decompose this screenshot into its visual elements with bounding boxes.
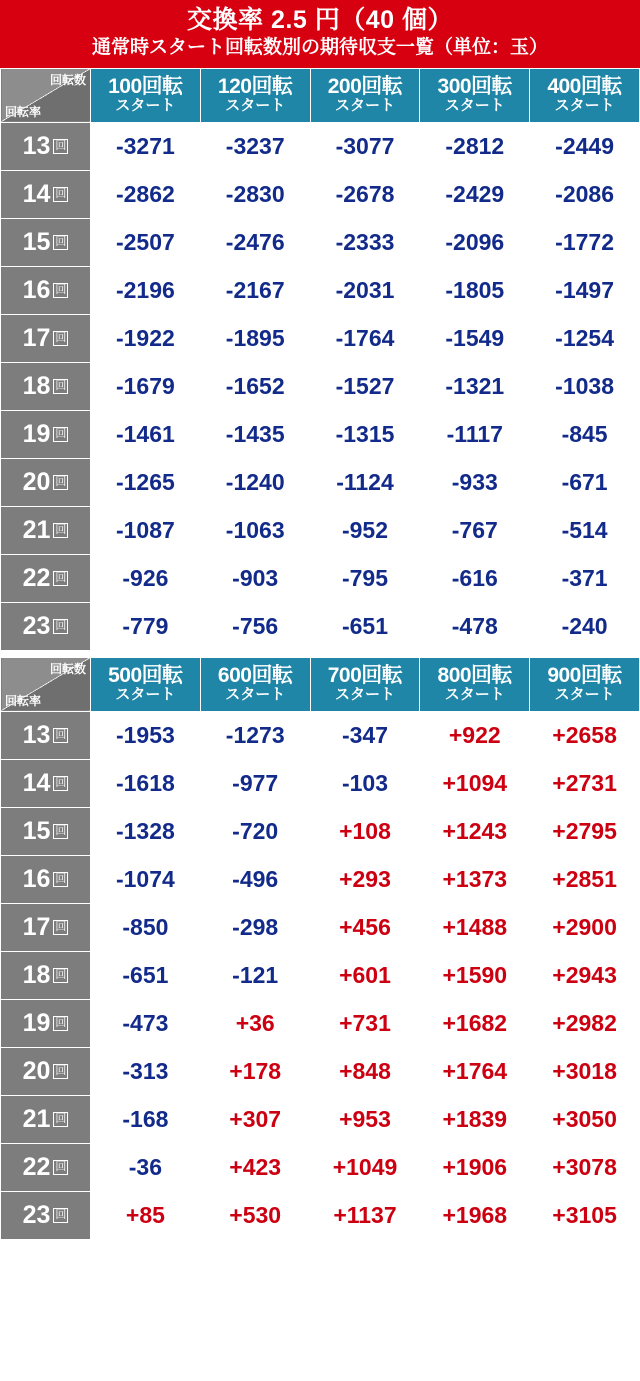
row-header-value: 14	[22, 179, 51, 208]
row-header-value: 13	[22, 720, 51, 749]
data-cell: -1273	[200, 711, 310, 759]
row-header	[1, 458, 91, 506]
row-header	[1, 554, 91, 602]
row-header	[1, 410, 91, 458]
data-cell: +2795	[530, 807, 640, 855]
data-cell: -1063	[200, 506, 310, 554]
data-cell: -2333	[310, 218, 420, 266]
data-cell: -926	[91, 554, 201, 602]
row-header-unit: 回	[55, 776, 67, 789]
data-cell: -371	[530, 554, 640, 602]
column-header-line1: 800回転	[437, 664, 513, 688]
data-cell: +456	[310, 903, 420, 951]
column-header	[420, 68, 530, 122]
data-cell: -1117	[420, 410, 530, 458]
data-cell: -779	[91, 602, 201, 650]
data-cell: -514	[530, 506, 640, 554]
data-cell: +1764	[420, 1047, 530, 1095]
row-header	[1, 122, 91, 170]
row-header-unit: 回	[55, 1160, 67, 1173]
row-header	[1, 855, 91, 903]
page-header	[0, 0, 640, 68]
table-header-row	[1, 68, 640, 122]
table-row	[1, 266, 640, 314]
data-cell: -651	[91, 951, 201, 999]
row-header-value: 19	[22, 1008, 51, 1037]
data-cell: +1682	[420, 999, 530, 1047]
row-header-value: 19	[22, 419, 51, 448]
column-header-line2: スタート	[115, 97, 176, 115]
data-cell: +2982	[530, 999, 640, 1047]
row-header-value: 23	[22, 611, 51, 640]
row-header-value: 20	[22, 1056, 51, 1085]
data-cell: +1137	[310, 1191, 420, 1239]
data-cell: +85	[91, 1191, 201, 1239]
column-header-line1: 900回転	[547, 664, 622, 688]
column-header	[310, 68, 420, 122]
data-cell: +3078	[530, 1143, 640, 1191]
column-header	[200, 68, 310, 122]
table-row	[1, 855, 640, 903]
table-row	[1, 1143, 640, 1191]
data-cell: -850	[91, 903, 201, 951]
data-cell: +2658	[530, 711, 640, 759]
column-header-line2: スタート	[444, 97, 505, 115]
column-header-line2: スタート	[225, 97, 286, 115]
column-header-line2: スタート	[334, 97, 395, 115]
data-cell: +1906	[420, 1143, 530, 1191]
data-cell: -1240	[200, 458, 310, 506]
row-header	[1, 602, 91, 650]
data-cell: -845	[530, 410, 640, 458]
data-cell: -2830	[200, 170, 310, 218]
data-cell: -756	[200, 602, 310, 650]
data-cell: -1497	[530, 266, 640, 314]
data-cell: +1590	[420, 951, 530, 999]
row-header-value: 22	[22, 1152, 51, 1181]
data-cell: +3105	[530, 1191, 640, 1239]
column-header-line1: 400回転	[547, 75, 622, 99]
table-row	[1, 903, 640, 951]
axis-corner-cell	[1, 657, 91, 711]
page-subtitle: 通常時スタート回転数別の期待収支一覧（単位：玉）	[91, 36, 548, 58]
row-header-unit: 回	[55, 475, 67, 488]
data-cell: +36	[200, 999, 310, 1047]
data-cell: -1074	[91, 855, 201, 903]
row-header	[1, 951, 91, 999]
data-cell: -2507	[91, 218, 201, 266]
row-header-unit: 回	[55, 1064, 67, 1077]
corner-bottom-label: 回転率	[5, 104, 42, 119]
data-cell: -1315	[310, 410, 420, 458]
data-cell: -2678	[310, 170, 420, 218]
data-cell: -2031	[310, 266, 420, 314]
data-cell: +2943	[530, 951, 640, 999]
table-row	[1, 1191, 640, 1239]
table-row	[1, 410, 640, 458]
row-header-value: 13	[22, 131, 51, 160]
row-header	[1, 903, 91, 951]
data-cell: +1049	[310, 1143, 420, 1191]
data-cell: -1321	[420, 362, 530, 410]
table-header-row	[1, 657, 640, 711]
row-header-value: 23	[22, 1200, 51, 1229]
corner-top-label: 回転数	[49, 661, 86, 676]
table-row	[1, 554, 640, 602]
data-cell: -1652	[200, 362, 310, 410]
row-header-value: 15	[22, 227, 51, 256]
column-header-line1: 200回転	[327, 75, 403, 99]
data-cell: -1124	[310, 458, 420, 506]
table-row	[1, 1095, 640, 1143]
table-row	[1, 807, 640, 855]
data-cell: +2900	[530, 903, 640, 951]
data-cell: +922	[420, 711, 530, 759]
data-cell: -36	[91, 1143, 201, 1191]
row-header-value: 16	[22, 275, 51, 304]
table-row	[1, 711, 640, 759]
column-header	[91, 657, 201, 711]
data-cell: -3237	[200, 122, 310, 170]
data-cell: -478	[420, 602, 530, 650]
row-header	[1, 807, 91, 855]
data-cell: -767	[420, 506, 530, 554]
row-header-unit: 回	[55, 235, 67, 248]
data-cell: -2086	[530, 170, 640, 218]
table-row	[1, 999, 640, 1047]
data-cell: +601	[310, 951, 420, 999]
data-cell: -1764	[310, 314, 420, 362]
data-cell: -651	[310, 602, 420, 650]
row-header-value: 22	[22, 563, 51, 592]
data-cell: -1805	[420, 266, 530, 314]
data-cell: +1839	[420, 1095, 530, 1143]
data-cell: -1679	[91, 362, 201, 410]
table-row	[1, 170, 640, 218]
table-row	[1, 602, 640, 650]
data-cell: -3271	[91, 122, 201, 170]
data-cell: +178	[200, 1047, 310, 1095]
row-header-unit: 回	[55, 824, 67, 837]
data-cell: -240	[530, 602, 640, 650]
data-cell: -2096	[420, 218, 530, 266]
column-header-line2: スタート	[225, 686, 286, 704]
row-header	[1, 218, 91, 266]
data-cell: -952	[310, 506, 420, 554]
data-cell: +2851	[530, 855, 640, 903]
column-header	[310, 657, 420, 711]
data-cell: +1094	[420, 759, 530, 807]
data-cell: -2449	[530, 122, 640, 170]
data-cell: +3018	[530, 1047, 640, 1095]
row-header	[1, 314, 91, 362]
row-header-value: 18	[22, 960, 51, 989]
table-row	[1, 458, 640, 506]
row-header-unit: 回	[55, 283, 67, 296]
data-cell: -1038	[530, 362, 640, 410]
data-cell: +3050	[530, 1095, 640, 1143]
data-cell: -313	[91, 1047, 201, 1095]
column-header-line2: スタート	[554, 686, 615, 704]
row-header-unit: 回	[55, 1016, 67, 1029]
data-cell: -1618	[91, 759, 201, 807]
tables-container	[0, 68, 640, 1240]
row-header-unit: 回	[55, 920, 67, 933]
data-cell: -298	[200, 903, 310, 951]
column-header	[420, 657, 530, 711]
column-header-line1: 700回転	[327, 664, 403, 688]
table-row	[1, 218, 640, 266]
axis-corner-cell	[1, 68, 91, 122]
data-cell: -1087	[91, 506, 201, 554]
data-cell: -496	[200, 855, 310, 903]
row-header-unit: 回	[55, 728, 67, 741]
row-header-unit: 回	[55, 968, 67, 981]
row-header-unit: 回	[55, 523, 67, 536]
column-header-line1: 600回転	[217, 664, 293, 688]
data-cell: +530	[200, 1191, 310, 1239]
table-row	[1, 122, 640, 170]
data-cell: -795	[310, 554, 420, 602]
data-cell: -2476	[200, 218, 310, 266]
row-header-unit: 回	[55, 872, 67, 885]
row-header	[1, 999, 91, 1047]
data-cell: -168	[91, 1095, 201, 1143]
column-header-line1: 300回転	[437, 75, 513, 99]
row-header-value: 15	[22, 816, 51, 845]
data-cell: +307	[200, 1095, 310, 1143]
data-cell: -977	[200, 759, 310, 807]
column-header	[530, 68, 640, 122]
data-cell: +953	[310, 1095, 420, 1143]
table-row	[1, 1047, 640, 1095]
column-header-line1: 120回転	[217, 75, 293, 99]
row-header-value: 16	[22, 864, 51, 893]
payout-table	[0, 68, 640, 651]
data-cell: -2429	[420, 170, 530, 218]
table-row	[1, 759, 640, 807]
column-header-line2: スタート	[554, 97, 615, 115]
data-cell: -121	[200, 951, 310, 999]
data-cell: -933	[420, 458, 530, 506]
row-header	[1, 506, 91, 554]
data-cell: -2812	[420, 122, 530, 170]
row-header-unit: 回	[55, 619, 67, 632]
row-header	[1, 266, 91, 314]
row-header-value: 21	[22, 515, 51, 544]
data-cell: +848	[310, 1047, 420, 1095]
data-cell: -1328	[91, 807, 201, 855]
data-cell: -1953	[91, 711, 201, 759]
data-cell: -1461	[91, 410, 201, 458]
row-header-unit: 回	[55, 1208, 67, 1221]
row-header-value: 17	[22, 912, 51, 941]
row-header-value: 21	[22, 1104, 51, 1133]
data-cell: +1488	[420, 903, 530, 951]
data-cell: +1968	[420, 1191, 530, 1239]
column-header-line2: スタート	[444, 686, 505, 704]
data-cell: +1373	[420, 855, 530, 903]
table-row	[1, 951, 640, 999]
data-cell: -616	[420, 554, 530, 602]
row-header-unit: 回	[55, 379, 67, 392]
data-cell: -103	[310, 759, 420, 807]
row-header	[1, 1143, 91, 1191]
data-cell: -1265	[91, 458, 201, 506]
row-header-unit: 回	[55, 139, 67, 152]
table-row	[1, 314, 640, 362]
data-cell: +1243	[420, 807, 530, 855]
row-header-value: 18	[22, 371, 51, 400]
column-header-line2: スタート	[115, 686, 176, 704]
data-cell: -1922	[91, 314, 201, 362]
data-cell: -1549	[420, 314, 530, 362]
row-header-unit: 回	[55, 1112, 67, 1125]
column-header	[91, 68, 201, 122]
data-cell: -3077	[310, 122, 420, 170]
data-cell: +2731	[530, 759, 640, 807]
data-cell: -671	[530, 458, 640, 506]
row-header-unit: 回	[55, 331, 67, 344]
table-row	[1, 506, 640, 554]
table-row	[1, 362, 640, 410]
row-header-value: 14	[22, 768, 51, 797]
data-cell: -1254	[530, 314, 640, 362]
row-header	[1, 759, 91, 807]
row-header-unit: 回	[55, 187, 67, 200]
row-header-value: 20	[22, 467, 51, 496]
data-cell: -1527	[310, 362, 420, 410]
column-header-line1: 500回転	[108, 664, 183, 688]
row-header-unit: 回	[55, 427, 67, 440]
data-cell: +731	[310, 999, 420, 1047]
page-title: 交換率 2.5 円（40 個）	[187, 6, 453, 34]
data-cell: -1435	[200, 410, 310, 458]
column-header-line2: スタート	[334, 686, 395, 704]
row-header-value: 17	[22, 323, 51, 352]
data-cell: -347	[310, 711, 420, 759]
data-cell: -903	[200, 554, 310, 602]
corner-top-label: 回転数	[49, 72, 86, 87]
data-cell: -1772	[530, 218, 640, 266]
column-header-line1: 100回転	[108, 75, 183, 99]
data-cell: +423	[200, 1143, 310, 1191]
data-cell: -1895	[200, 314, 310, 362]
data-cell: +108	[310, 807, 420, 855]
corner-bottom-label: 回転率	[5, 693, 42, 708]
payout-table	[0, 657, 640, 1240]
row-header	[1, 170, 91, 218]
row-header	[1, 1191, 91, 1239]
row-header	[1, 711, 91, 759]
data-cell: -2862	[91, 170, 201, 218]
column-header	[530, 657, 640, 711]
data-cell: +293	[310, 855, 420, 903]
row-header	[1, 362, 91, 410]
data-cell: -720	[200, 807, 310, 855]
row-header-unit: 回	[55, 571, 67, 584]
data-cell: -2167	[200, 266, 310, 314]
row-header	[1, 1095, 91, 1143]
data-cell: -473	[91, 999, 201, 1047]
data-cell: -2196	[91, 266, 201, 314]
column-header	[200, 657, 310, 711]
row-header	[1, 1047, 91, 1095]
